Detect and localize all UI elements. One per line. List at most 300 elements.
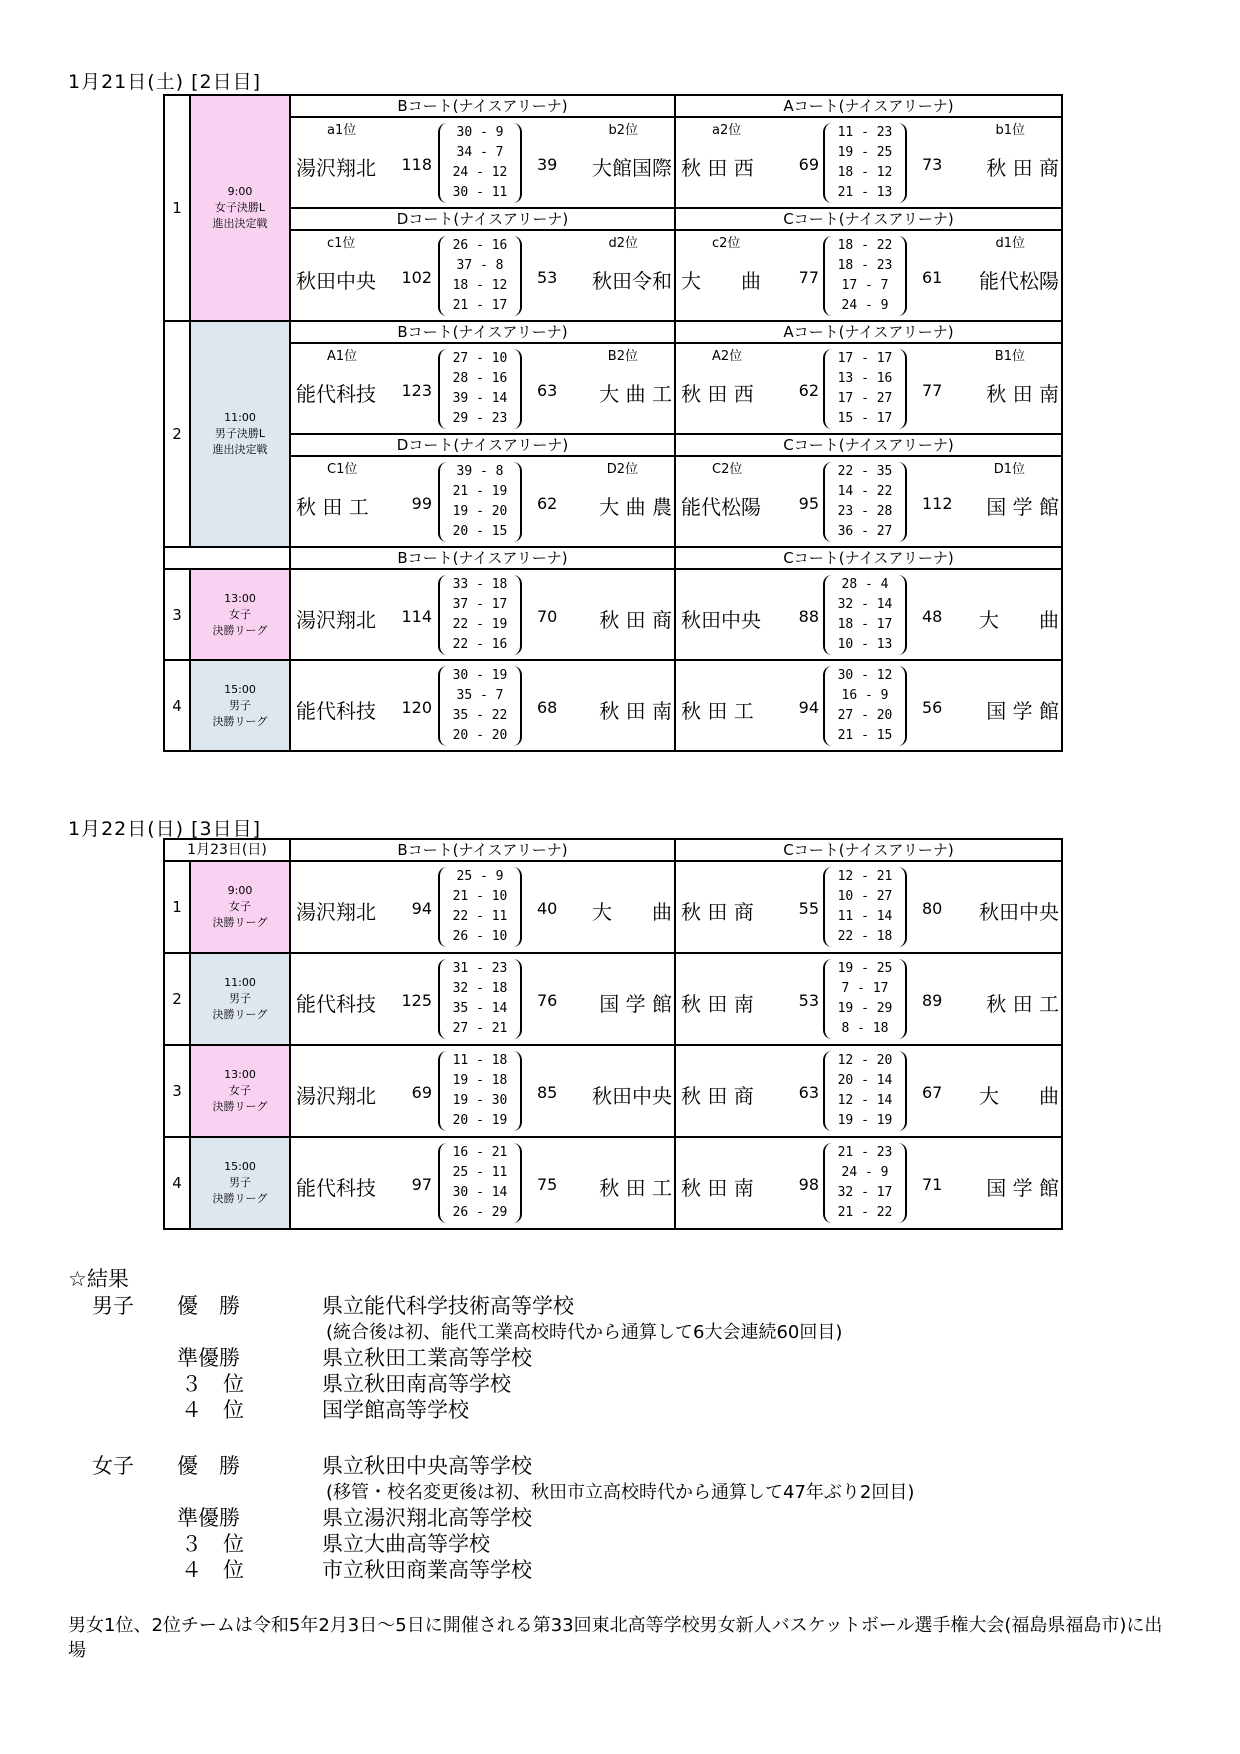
score-right: 63 bbox=[537, 381, 558, 400]
seed-left: c2位 bbox=[712, 236, 741, 251]
round-number: 4 bbox=[164, 1137, 190, 1229]
period-score: 15 - 17 bbox=[837, 411, 893, 426]
period-score: 19 - 30 bbox=[452, 1093, 508, 1108]
period-score: 12 - 21 bbox=[837, 869, 893, 884]
period-score: 30 - 14 bbox=[452, 1185, 508, 1200]
period-score: 10 - 27 bbox=[837, 889, 893, 904]
women-rank-3: ３ 位 bbox=[181, 1532, 244, 1556]
period-score: 17 - 17 bbox=[837, 351, 893, 366]
period-scores bbox=[823, 123, 907, 203]
game bbox=[291, 954, 674, 1044]
court-header: Bコート(ナイスアリーナ) bbox=[290, 547, 675, 569]
game bbox=[676, 862, 1061, 952]
period-scores bbox=[438, 236, 522, 316]
team-right: 大 曲 bbox=[979, 1084, 1059, 1108]
court-header: Bコート(ナイスアリーナ) bbox=[290, 321, 675, 343]
team-left: 秋 田 西 bbox=[681, 382, 754, 406]
seed-left: A1位 bbox=[327, 349, 358, 364]
period-score: 16 - 9 bbox=[841, 688, 889, 703]
slot-label: 進出決定戦 bbox=[212, 443, 268, 456]
team-right: 秋田中央 bbox=[979, 900, 1059, 924]
score-left: 55 bbox=[798, 899, 819, 918]
slot-time: 15:00 bbox=[224, 1160, 256, 1173]
team-left: 秋田中央 bbox=[296, 269, 376, 293]
team-right: 秋 田 工 bbox=[986, 992, 1059, 1016]
period-score: 21 - 22 bbox=[837, 1205, 893, 1220]
team-left: 秋 田 工 bbox=[296, 495, 369, 519]
game-cell bbox=[290, 953, 675, 1045]
seed-right: B2位 bbox=[607, 349, 638, 364]
slot-label: 決勝リーグ bbox=[212, 1008, 268, 1021]
court-header: Aコート(ナイスアリーナ) bbox=[675, 95, 1062, 117]
period-scores bbox=[438, 867, 522, 947]
period-scores bbox=[438, 959, 522, 1039]
score-left: 88 bbox=[798, 607, 819, 626]
game bbox=[291, 661, 674, 750]
score-right: 76 bbox=[537, 991, 558, 1010]
team-left: 湯沢翔北 bbox=[296, 1084, 376, 1108]
game bbox=[291, 570, 674, 659]
women-school-3: 県立大曲高等学校 bbox=[322, 1532, 490, 1556]
score-right: 70 bbox=[537, 607, 558, 626]
period-scores bbox=[438, 1051, 522, 1131]
score-right: 53 bbox=[537, 268, 558, 287]
team-right: 能代松陽 bbox=[979, 269, 1059, 293]
team-left: 秋田中央 bbox=[681, 608, 761, 632]
team-right: 大 曲 bbox=[979, 608, 1059, 632]
game-cell bbox=[675, 569, 1062, 660]
period-score: 17 - 7 bbox=[841, 278, 889, 293]
round-number: 1 bbox=[164, 861, 190, 953]
seed-left: c1位 bbox=[327, 236, 356, 251]
period-score: 30 - 19 bbox=[452, 668, 508, 683]
period-score: 22 - 18 bbox=[837, 929, 893, 944]
game-cell bbox=[290, 1045, 675, 1137]
team-right: 秋田中央 bbox=[592, 1084, 672, 1108]
slot-label: 女子 bbox=[229, 1084, 251, 1097]
women-school-4: 市立秋田商業高等学校 bbox=[322, 1558, 532, 1582]
score-left: 97 bbox=[411, 1175, 432, 1194]
seed-right: d2位 bbox=[608, 236, 638, 251]
game bbox=[291, 1046, 674, 1136]
round-number: 3 bbox=[164, 1045, 190, 1137]
team-right: 国 学 館 bbox=[986, 699, 1059, 723]
men-school-4: 国学館高等学校 bbox=[322, 1398, 469, 1422]
time-slot bbox=[190, 569, 290, 660]
score-left: 102 bbox=[401, 268, 432, 287]
score-right: 73 bbox=[922, 155, 943, 174]
game bbox=[291, 344, 674, 433]
period-score: 30 - 12 bbox=[837, 668, 893, 683]
seed-right: D1位 bbox=[993, 462, 1025, 477]
men-rank-4: ４ 位 bbox=[181, 1398, 244, 1422]
day1-title: 1月21日(土) [2日目] bbox=[68, 71, 262, 93]
score-right: 67 bbox=[922, 1083, 943, 1102]
women-note-1: (移管・校名変更後は初、秋田市立高校時代から通算して47年ぶり2回目) bbox=[326, 1482, 915, 1503]
game-cell bbox=[675, 1137, 1062, 1229]
score-left: 53 bbox=[798, 991, 819, 1010]
period-score: 11 - 23 bbox=[837, 125, 893, 140]
score-right: 112 bbox=[922, 494, 953, 513]
team-left: 秋 田 商 bbox=[681, 900, 754, 924]
game-cell bbox=[675, 456, 1062, 547]
game-cell bbox=[675, 117, 1062, 208]
seed-left: C1位 bbox=[327, 462, 358, 477]
women-school-2: 県立湯沢翔北高等学校 bbox=[322, 1506, 532, 1530]
game bbox=[291, 862, 674, 952]
period-score: 13 - 16 bbox=[837, 371, 893, 386]
slot-label: 男子 bbox=[229, 698, 251, 712]
day1-schedule-table bbox=[163, 94, 1063, 752]
period-score: 19 - 19 bbox=[837, 1113, 893, 1128]
slot-label: 決勝リーグ bbox=[212, 714, 268, 728]
court-header: Aコート(ナイスアリーナ) bbox=[675, 321, 1062, 343]
team-left: 湯沢翔北 bbox=[296, 900, 376, 924]
time-slot bbox=[190, 1137, 290, 1229]
score-left: 123 bbox=[401, 381, 432, 400]
game-cell bbox=[675, 861, 1062, 953]
court-header: Bコート(ナイスアリーナ) bbox=[290, 95, 675, 117]
period-score: 21 - 19 bbox=[452, 484, 508, 499]
slot-label: 決勝リーグ bbox=[212, 1100, 268, 1113]
period-score: 37 - 17 bbox=[452, 597, 508, 612]
period-score: 18 - 12 bbox=[452, 278, 508, 293]
team-left: 能代松陽 bbox=[681, 495, 761, 519]
blank-cell bbox=[164, 547, 290, 569]
score-right: 61 bbox=[922, 268, 943, 287]
period-score: 20 - 19 bbox=[452, 1113, 508, 1128]
round-number: 2 bbox=[164, 321, 190, 547]
period-score: 18 - 23 bbox=[837, 258, 893, 273]
time-slot bbox=[190, 660, 290, 751]
period-score: 34 - 7 bbox=[456, 145, 504, 160]
period-scores bbox=[823, 575, 907, 655]
day2-title: 1月22日(日) [3日目] bbox=[68, 818, 262, 840]
period-score: 25 - 9 bbox=[456, 869, 504, 884]
day2-schedule-table bbox=[163, 838, 1063, 1230]
period-score: 19 - 29 bbox=[837, 1001, 893, 1016]
period-score: 18 - 22 bbox=[837, 238, 893, 253]
slot-label: 決勝リーグ bbox=[212, 916, 268, 929]
team-left: 秋 田 南 bbox=[681, 992, 754, 1016]
game-cell bbox=[290, 660, 675, 751]
team-right: 秋田令和 bbox=[592, 269, 672, 293]
court-header: Cコート(ナイスアリーナ) bbox=[675, 547, 1062, 569]
team-left: 秋 田 商 bbox=[681, 1084, 754, 1108]
period-score: 26 - 16 bbox=[452, 238, 508, 253]
team-left: 湯沢翔北 bbox=[296, 156, 376, 180]
men-rank-2: 準優勝 bbox=[177, 1346, 240, 1370]
period-score: 31 - 23 bbox=[452, 961, 508, 976]
score-right: 80 bbox=[922, 899, 943, 918]
period-score: 27 - 20 bbox=[837, 708, 893, 723]
score-left: 120 bbox=[401, 698, 432, 717]
court-header: Cコート(ナイスアリーナ) bbox=[675, 208, 1062, 230]
period-score: 26 - 10 bbox=[452, 929, 508, 944]
period-score: 22 - 16 bbox=[452, 637, 508, 652]
score-right: 68 bbox=[537, 698, 558, 717]
period-score: 21 - 10 bbox=[452, 889, 508, 904]
game bbox=[676, 661, 1061, 750]
game-cell bbox=[290, 117, 675, 208]
time-slot bbox=[190, 953, 290, 1045]
period-scores bbox=[823, 1143, 907, 1223]
period-score: 18 - 12 bbox=[837, 165, 893, 180]
game bbox=[676, 457, 1061, 546]
game-cell bbox=[290, 1137, 675, 1229]
period-score: 25 - 11 bbox=[452, 1165, 508, 1180]
men-school-3: 県立秋田南高等学校 bbox=[322, 1372, 511, 1396]
round-number: 3 bbox=[164, 569, 190, 660]
time-slot bbox=[190, 95, 290, 321]
period-score: 24 - 12 bbox=[452, 165, 508, 180]
slot-label: 男子決勝L bbox=[214, 427, 266, 440]
period-scores bbox=[438, 666, 522, 746]
period-score: 36 - 27 bbox=[837, 524, 893, 539]
day2-corner-date: 1月23日(日) bbox=[164, 839, 290, 861]
period-score: 7 - 17 bbox=[841, 981, 889, 996]
team-right: 大 曲 工 bbox=[599, 382, 672, 406]
period-score: 30 - 9 bbox=[456, 125, 504, 140]
period-score: 28 - 4 bbox=[841, 577, 889, 592]
period-score: 21 - 15 bbox=[837, 728, 893, 743]
game bbox=[291, 1138, 674, 1228]
score-left: 77 bbox=[798, 268, 819, 287]
period-score: 22 - 11 bbox=[452, 909, 508, 924]
game-cell bbox=[675, 953, 1062, 1045]
team-right: 国 学 館 bbox=[986, 495, 1059, 519]
game bbox=[676, 1046, 1061, 1136]
slot-time: 9:00 bbox=[227, 185, 253, 198]
period-score: 39 - 8 bbox=[456, 464, 504, 479]
game-cell bbox=[290, 861, 675, 953]
men-note-1: (統合後は初、能代工業高校時代から通算して6大会連続60回目) bbox=[326, 1322, 843, 1343]
game-cell bbox=[675, 343, 1062, 434]
team-right: 大 曲 bbox=[592, 900, 672, 924]
team-left: 大 曲 bbox=[681, 269, 761, 293]
team-right: 国 学 館 bbox=[986, 1176, 1059, 1200]
team-right: 大 曲 農 bbox=[599, 495, 672, 519]
period-score: 21 - 17 bbox=[452, 298, 508, 313]
period-score: 35 - 7 bbox=[456, 688, 504, 703]
men-school-1: 県立能代科学技術高等学校 bbox=[322, 1294, 574, 1318]
period-score: 11 - 18 bbox=[452, 1053, 508, 1068]
team-right: 国 学 館 bbox=[599, 992, 672, 1016]
time-slot bbox=[190, 321, 290, 547]
period-score: 11 - 14 bbox=[837, 909, 893, 924]
period-score: 16 - 21 bbox=[452, 1145, 508, 1160]
period-score: 20 - 20 bbox=[452, 728, 508, 743]
game bbox=[291, 118, 674, 207]
game-cell bbox=[290, 456, 675, 547]
time-slot bbox=[190, 1045, 290, 1137]
seed-left: a1位 bbox=[327, 123, 357, 138]
period-scores bbox=[823, 867, 907, 947]
period-score: 32 - 17 bbox=[837, 1185, 893, 1200]
score-right: 71 bbox=[922, 1175, 943, 1194]
period-score: 24 - 9 bbox=[841, 298, 889, 313]
slot-label: 男子 bbox=[229, 992, 251, 1005]
score-right: 39 bbox=[537, 155, 558, 174]
game-cell bbox=[290, 343, 675, 434]
period-score: 21 - 23 bbox=[837, 1145, 893, 1160]
period-score: 39 - 14 bbox=[452, 391, 508, 406]
seed-left: a2位 bbox=[712, 123, 742, 138]
men-school-2: 県立秋田工業高等学校 bbox=[322, 1346, 532, 1370]
period-scores bbox=[823, 1051, 907, 1131]
period-score: 22 - 19 bbox=[452, 617, 508, 632]
team-right: 秋 田 商 bbox=[599, 608, 672, 632]
seed-right: D2位 bbox=[606, 462, 638, 477]
team-right: 秋 田 工 bbox=[599, 1176, 672, 1200]
score-right: 75 bbox=[537, 1175, 558, 1194]
team-left: 秋 田 南 bbox=[681, 1176, 754, 1200]
period-score: 20 - 14 bbox=[837, 1073, 893, 1088]
score-left: 125 bbox=[401, 991, 432, 1010]
slot-time: 13:00 bbox=[224, 1068, 256, 1081]
period-score: 8 - 18 bbox=[841, 1021, 889, 1036]
seed-right: b2位 bbox=[608, 123, 638, 138]
score-left: 69 bbox=[798, 155, 819, 174]
period-scores bbox=[823, 462, 907, 542]
women-rank-4: ４ 位 bbox=[181, 1558, 244, 1582]
women-rank-1: 優 勝 bbox=[177, 1454, 240, 1478]
slot-label: 決勝リーグ bbox=[212, 623, 268, 637]
score-right: 48 bbox=[922, 607, 943, 626]
period-score: 14 - 22 bbox=[837, 484, 893, 499]
period-scores bbox=[438, 123, 522, 203]
period-score: 26 - 29 bbox=[452, 1205, 508, 1220]
women-label: 女子 bbox=[92, 1454, 134, 1478]
score-right: 62 bbox=[537, 494, 558, 513]
period-scores bbox=[438, 462, 522, 542]
game-cell bbox=[290, 569, 675, 660]
score-right: 77 bbox=[922, 381, 943, 400]
slot-label: 決勝リーグ bbox=[212, 1192, 268, 1205]
period-score: 30 - 11 bbox=[452, 185, 508, 200]
team-left: 秋 田 西 bbox=[681, 156, 754, 180]
game bbox=[676, 231, 1061, 320]
period-scores bbox=[823, 959, 907, 1039]
seed-left: C2位 bbox=[712, 462, 743, 477]
results-heading: ☆結果 bbox=[68, 1267, 129, 1291]
period-score: 12 - 14 bbox=[837, 1093, 893, 1108]
period-score: 10 - 13 bbox=[837, 637, 893, 652]
women-school-1: 県立秋田中央高等学校 bbox=[322, 1454, 532, 1478]
period-scores bbox=[823, 666, 907, 746]
team-right: 秋 田 商 bbox=[986, 156, 1059, 180]
period-score: 17 - 27 bbox=[837, 391, 893, 406]
footer-note: 男女1位、2位チームは令和5年2月3日～5日に開催される第33回東北高等学校男女新人バスケットボール選手権大会(福島県福島市)に出場 bbox=[68, 1615, 1163, 1661]
game bbox=[676, 954, 1061, 1044]
score-left: 118 bbox=[401, 155, 432, 174]
men-rank-3: ３ 位 bbox=[181, 1372, 244, 1396]
score-left: 94 bbox=[411, 899, 432, 918]
round-number: 2 bbox=[164, 953, 190, 1045]
score-left: 69 bbox=[411, 1083, 432, 1102]
score-right: 40 bbox=[537, 899, 558, 918]
seed-right: d1位 bbox=[995, 236, 1025, 251]
score-left: 114 bbox=[401, 607, 432, 626]
period-score: 20 - 15 bbox=[452, 524, 508, 539]
period-score: 32 - 14 bbox=[837, 597, 893, 612]
women-rank-2: 準優勝 bbox=[177, 1506, 240, 1530]
score-left: 63 bbox=[798, 1083, 819, 1102]
team-right: 秋 田 南 bbox=[986, 382, 1059, 406]
period-score: 21 - 13 bbox=[837, 185, 893, 200]
period-score: 27 - 10 bbox=[452, 351, 508, 366]
seed-right: B1位 bbox=[994, 349, 1025, 364]
game bbox=[676, 570, 1061, 659]
game-cell bbox=[290, 230, 675, 321]
court-header: Cコート(ナイスアリーナ) bbox=[675, 839, 1062, 861]
score-left: 95 bbox=[798, 494, 819, 513]
game-cell bbox=[675, 230, 1062, 321]
score-left: 98 bbox=[798, 1175, 819, 1194]
game bbox=[291, 231, 674, 320]
team-left: 能代科技 bbox=[296, 699, 376, 723]
period-scores bbox=[823, 349, 907, 429]
period-scores bbox=[823, 236, 907, 316]
slot-time: 11:00 bbox=[224, 976, 256, 989]
slot-label: 進出決定戦 bbox=[212, 217, 268, 230]
seed-right: b1位 bbox=[995, 123, 1025, 138]
period-score: 18 - 17 bbox=[837, 617, 893, 632]
period-scores bbox=[438, 575, 522, 655]
period-score: 12 - 20 bbox=[837, 1053, 893, 1068]
slot-label: 女子 bbox=[229, 900, 251, 913]
round-number: 4 bbox=[164, 660, 190, 751]
court-header: Dコート(ナイスアリーナ) bbox=[290, 434, 675, 456]
team-left: 能代科技 bbox=[296, 992, 376, 1016]
game-cell bbox=[675, 1045, 1062, 1137]
period-score: 33 - 18 bbox=[452, 577, 508, 592]
score-left: 94 bbox=[798, 698, 819, 717]
slot-label: 女子決勝L bbox=[214, 201, 266, 214]
period-score: 22 - 35 bbox=[837, 464, 893, 479]
period-score: 28 - 16 bbox=[452, 371, 508, 386]
team-right: 秋 田 南 bbox=[599, 699, 672, 723]
game bbox=[676, 118, 1061, 207]
period-score: 35 - 22 bbox=[452, 708, 508, 723]
court-header: Cコート(ナイスアリーナ) bbox=[675, 434, 1062, 456]
court-header: Bコート(ナイスアリーナ) bbox=[290, 839, 675, 861]
score-right: 56 bbox=[922, 698, 943, 717]
period-score: 29 - 23 bbox=[452, 411, 508, 426]
slot-time: 11:00 bbox=[224, 411, 256, 424]
period-score: 24 - 9 bbox=[841, 1165, 889, 1180]
men-label: 男子 bbox=[92, 1294, 134, 1318]
period-score: 32 - 18 bbox=[452, 981, 508, 996]
score-right: 85 bbox=[537, 1083, 558, 1102]
period-score: 19 - 18 bbox=[452, 1073, 508, 1088]
period-score: 35 - 14 bbox=[452, 1001, 508, 1016]
period-score: 23 - 28 bbox=[837, 504, 893, 519]
slot-label: 男子 bbox=[229, 1176, 251, 1189]
score-left: 99 bbox=[411, 494, 432, 513]
team-left: 能代科技 bbox=[296, 382, 376, 406]
period-score: 27 - 21 bbox=[452, 1021, 508, 1036]
score-left: 62 bbox=[798, 381, 819, 400]
team-left: 能代科技 bbox=[296, 1176, 376, 1200]
slot-time: 9:00 bbox=[227, 884, 253, 897]
men-rank-1: 優 勝 bbox=[177, 1294, 240, 1318]
team-right: 大館国際 bbox=[592, 156, 672, 180]
team-left: 秋 田 工 bbox=[681, 699, 754, 723]
seed-left: A2位 bbox=[712, 349, 743, 364]
game bbox=[676, 1138, 1061, 1228]
period-score: 19 - 25 bbox=[837, 961, 893, 976]
